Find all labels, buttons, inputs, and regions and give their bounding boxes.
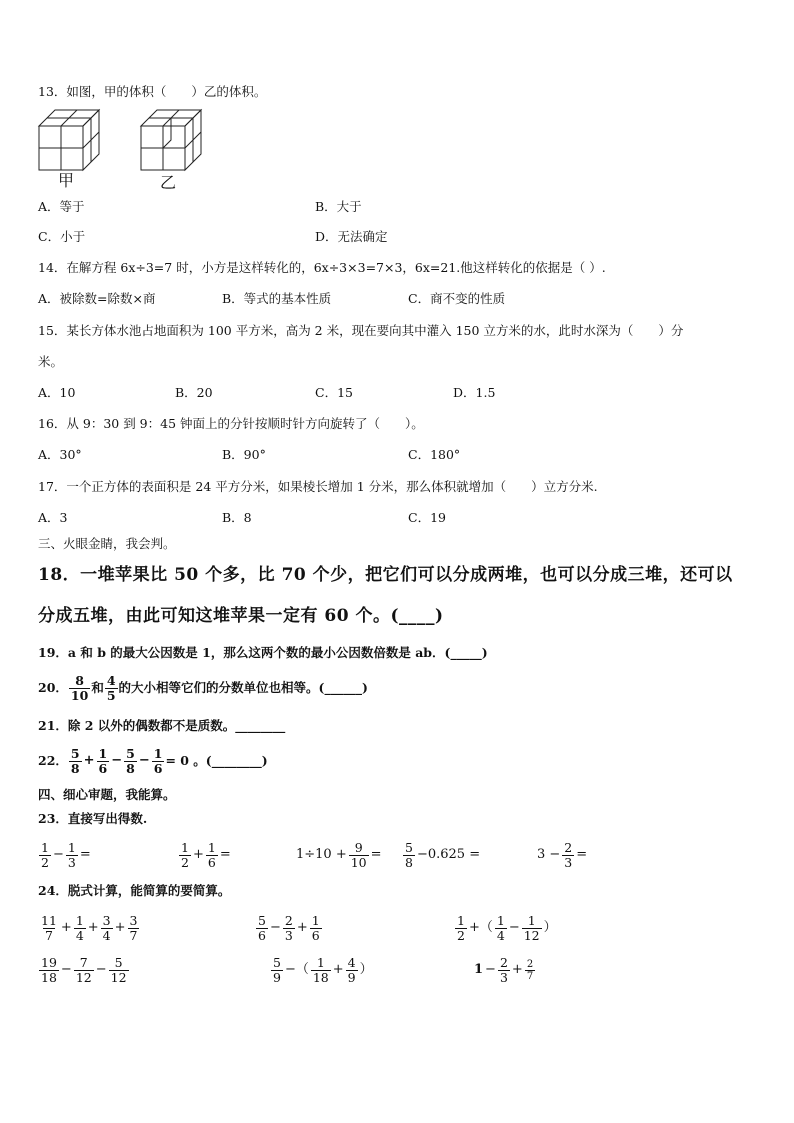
q13-option-d[interactable]: D．无法确定 [315, 229, 388, 244]
q16-option-b[interactable]: B．90° [222, 447, 266, 462]
q15-stem-line1: 15．某长方体水池占地面积为 100 平方米，高为 2 米，现在要向其中灌入 150 立方米的水，此时水深为（ ）分 [38, 323, 684, 338]
q21-text: 21．除 2 以外的偶数都不是质数。________ [38, 718, 286, 733]
q24-expr-r1c1: $\frac{11}{7}$ + $\frac{1}{4}$ + $\frac{3}{4}$ + $\frac{3}{7}$ [41, 912, 138, 943]
q24-expr-r1c3: $\frac{1}{2}$ +（ $\frac{1}{4}$ − $\frac{1}{12}$ ） [457, 912, 557, 943]
q24-expr-r2c3: 1 − $\frac{2}{3}$ + $\frac{2}{7}$ [474, 954, 534, 985]
q22-line: 22． $\frac{5}{8}$ + $\frac{1}{6}$ − $\frac{5}{8}$ − $\frac{1}{6}$ = 0 。(________) [38, 745, 268, 776]
q17-option-c[interactable]: C．19 [408, 510, 446, 525]
q20-fraction-2: $\frac{4}{5}$ [106, 672, 116, 703]
q22-number: 22． [38, 753, 68, 768]
q23-expr-1: $\frac{1}{2}$ − $\frac{1}{3}$ = [41, 839, 91, 870]
q23-expr-2: $\frac{1}{2}$ + $\frac{1}{6}$ = [181, 839, 231, 870]
section3-heading: 三、火眼金睛，我会判。 [38, 536, 176, 551]
q14-option-a[interactable]: A．被除数=除数×商 [38, 291, 156, 306]
q17-stem: 17．一个正方体的表面积是 24 平方分米，如果棱长增加 1 分米，那么体积就增加（ ）立方分米. [38, 479, 598, 494]
q23-expr-3: 1÷10 + $\frac{9}{10}$ = [296, 839, 382, 870]
q14-stem: 14．在解方程 6x÷3=7 时，小方是这样转化的，6x÷3×3=7×3，6x=21.他这样转化的依据是（ ）. [38, 260, 606, 275]
q22-fraction-d: $\frac{1}{6}$ [153, 745, 163, 776]
q20-fraction-1: $\frac{8}{10}$ [70, 672, 89, 703]
q23-stem: 23．直接写出得数. [38, 811, 148, 826]
cube-figure-yi [141, 110, 201, 170]
q13-stem: 13．如图，甲的体积（ ）乙的体积。 [38, 84, 267, 99]
q24-expr-r1c2: $\frac{5}{6}$ − $\frac{2}{3}$ + $\frac{1}{6}$ [258, 912, 320, 943]
q16-stem: 16．从 9：30 到 9：45 钟面上的分针按顺时针方向旋转了（ ）。 [38, 416, 424, 431]
q13-option-c[interactable]: C．小于 [38, 229, 86, 244]
q24-expr-r2c1: $\frac{19}{18}$ − $\frac{7}{12}$ − $\frac{5}{12}$ [41, 954, 127, 985]
q22-fraction-b: $\frac{1}{6}$ [98, 745, 108, 776]
q22-fraction-c: $\frac{5}{8}$ [126, 745, 135, 776]
figure-label-yi: 乙 [160, 173, 177, 192]
q15-option-d[interactable]: D．1.5 [453, 385, 496, 400]
q15-option-c[interactable]: C．15 [315, 385, 353, 400]
q22-tail: = 0 。(________) [165, 753, 268, 768]
q16-option-c[interactable]: C．180° [408, 447, 461, 462]
q23-expr-5: 3 − $\frac{2}{3}$ = [537, 839, 588, 870]
q20-number: 20． [38, 680, 68, 695]
q15-option-a[interactable]: A．10 [38, 385, 76, 400]
q18-line2: 分成五堆，由此可知这堆苹果一定有 60 个。(____) [38, 606, 444, 626]
q16-option-a[interactable]: A．30° [38, 447, 82, 462]
q20-tail: 的大小相等它们的分数单位也相等。(______) [118, 680, 368, 695]
q24-expr-r2c2: $\frac{5}{9}$ −（ $\frac{1}{18}$ + $\frac{4}{9}$ ） [273, 954, 373, 985]
q14-option-b[interactable]: B．等式的基本性质 [222, 291, 332, 306]
q14-option-c[interactable]: C．商不变的性质 [408, 291, 506, 306]
q23-expr-4: $\frac{5}{8}$ −0.625 = [405, 839, 481, 870]
q15-option-b[interactable]: B．20 [175, 385, 213, 400]
cube-figure-jia [39, 110, 99, 170]
q19-text: 19．a 和 b 的最大公因数是 1，那么这两个数的最小公因数倍数是 ab．(_____) [38, 645, 488, 660]
q15-stem-line2: 米。 [38, 354, 64, 369]
section4-heading: 四、细心审题，我能算。 [38, 787, 176, 802]
q13-option-b[interactable]: B．大于 [315, 199, 362, 214]
q20-line [38, 670, 368, 706]
q18-line1: 18．一堆苹果比 50 个多，比 70 个少，把它们可以分成两堆，也可以分成三堆，还可以 [38, 565, 733, 585]
q17-option-a[interactable]: A．3 [38, 510, 68, 525]
q20-and: 和 [91, 680, 104, 695]
q13-option-a[interactable]: A．等于 [38, 199, 85, 214]
figure-label-jia: 甲 [58, 171, 75, 190]
q17-option-b[interactable]: B．8 [222, 510, 252, 525]
q24-stem: 24．脱式计算，能简算的要简算。 [38, 883, 231, 898]
q22-fraction-a: $\frac{5}{8}$ [70, 745, 80, 776]
